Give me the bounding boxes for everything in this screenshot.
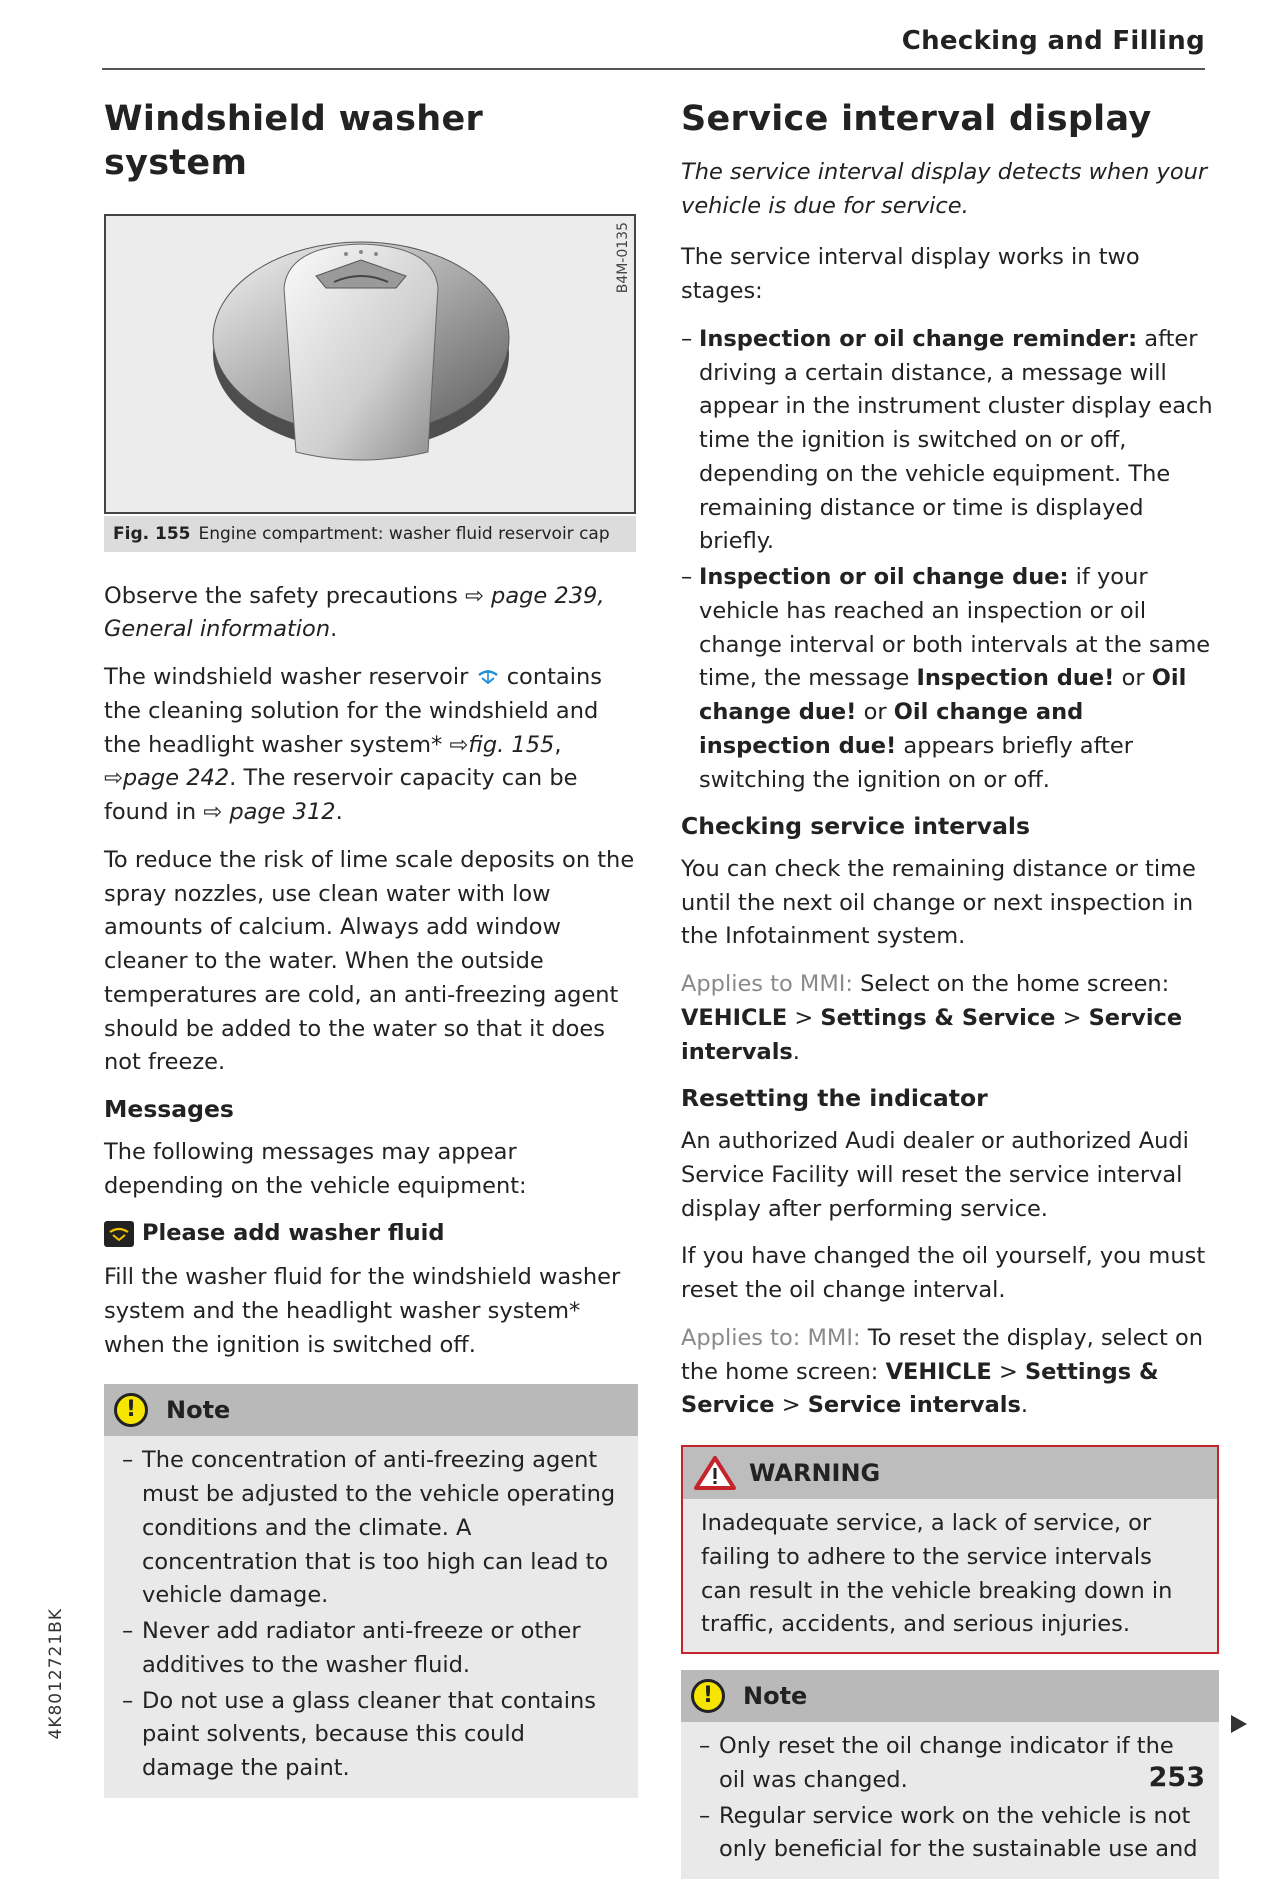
section-heading-service: Service interval display	[681, 99, 1152, 139]
paragraph-reset-self: If you have changed the oil yourself, you must reset the oil change interval.	[681, 1243, 1206, 1304]
link-page-242[interactable]: page 242	[122, 765, 230, 792]
note-item: – Never add radiator anti-freeze or other additives to the washer fluid.	[122, 1615, 620, 1683]
continue-arrow-icon	[1231, 1715, 1247, 1733]
figure-caption-text: Engine compartment: washer fluid reservoir cap	[198, 523, 610, 544]
paragraph-lime-scale: To reduce the risk of lime scale deposits on the spray nozzles, use clean water with low amounts of calcium. Always add window cleaner to the water. When the outside temperatures are cold, an anti-freezing agent should be added to the water so that it does not freeze.	[104, 846, 635, 1076]
page-number: 253	[1148, 1762, 1205, 1793]
text: To reset the display, select on the home screen:	[681, 1324, 1203, 1385]
note-title: Note	[743, 1682, 808, 1711]
figure-washer-cap	[104, 214, 636, 514]
menu-path-service-intervals: Service intervals	[807, 1392, 1021, 1419]
menu-path-settings-service: Settings & Service	[681, 1358, 1159, 1419]
heading-resetting: Resetting the indicator	[681, 1084, 988, 1113]
note-item: – Do not use a glass cleaner that contains paint solvents, because this could damage the paint.	[122, 1685, 620, 1786]
link-fig-155[interactable]: fig. 155	[468, 731, 555, 758]
note-item: – The concentration of anti-freezing agent must be adjusted to the vehicle operating conditions and the climate. A concentration that is too high can lead to vehicle damage.	[122, 1444, 620, 1613]
text: . The reservoir capacity can be found in ⇨	[104, 765, 578, 826]
text: .	[792, 1038, 800, 1065]
text: .	[330, 616, 338, 643]
left-column	[104, 98, 638, 1798]
figure-caption	[104, 516, 636, 552]
paragraph-safety	[104, 580, 638, 648]
paragraph-messages: The following messages may appear depending on the vehicle equipment:	[104, 1138, 527, 1199]
stage-text: if your vehicle has reached an inspection or oil change interval or both intervals at the same time, the message	[699, 564, 1211, 692]
note-header	[104, 1384, 638, 1436]
text: Select on the home screen:	[860, 971, 1170, 998]
warning-box	[681, 1445, 1219, 1654]
stage-title: Inspection or oil change reminder:	[699, 325, 1138, 352]
note-exclamation-icon: !	[691, 1679, 725, 1713]
header-rule	[102, 68, 1205, 70]
heading-checking-intervals: Checking service intervals	[681, 812, 1030, 841]
text: , ⇨	[104, 731, 562, 792]
warning-triangle-icon	[693, 1455, 737, 1491]
paragraph-checking: You can check the remaining distance or time until the next oil change or next inspection in the Infotainment system.	[681, 855, 1196, 950]
note-box-right	[681, 1670, 1219, 1879]
paragraph-reset-dealer: An authorized Audi dealer or authorized Audi Service Facility will reset the service interval display after performing service.	[681, 1128, 1189, 1222]
note-title: Note	[166, 1396, 231, 1425]
document-code: 4K8012721BK	[46, 1608, 66, 1740]
paragraph-two-stages: The service interval display works in two stages:	[681, 244, 1140, 304]
paragraph-applies-check	[681, 968, 1219, 1069]
warning-header	[683, 1447, 1217, 1499]
note-item-text: The concentration of anti-freezing agent must be adjusted to the vehicle operating conditions and the climate. A concentration that is too high can lead to vehicle damage.	[142, 1447, 616, 1609]
text: .	[335, 799, 343, 826]
section-title: Checking and Filling	[901, 26, 1205, 56]
path-separator: >	[1062, 1004, 1082, 1031]
stages-list	[681, 323, 1219, 798]
note-item-text: Only reset the oil change indicator if the oil was changed.	[719, 1733, 1174, 1793]
menu-path-service-intervals: Service intervals	[681, 1004, 1183, 1065]
section-heading-washer: Windshield washer system	[104, 99, 484, 183]
menu-path-vehicle: VEHICLE	[885, 1358, 992, 1385]
menu-path-vehicle: VEHICLE	[681, 1004, 788, 1031]
note-item-text: Regular service work on the vehicle is not only beneficial for the sustainable use and	[719, 1802, 1198, 1863]
text: The windshield washer reservoir	[104, 664, 469, 691]
applies-label: Applies to: MMI:	[681, 1324, 861, 1351]
stage-text: appears briefly after switching the ignition on or off.	[699, 732, 1134, 793]
intro-text: The service interval display detects when your vehicle is due for service.	[681, 158, 1208, 219]
text: or	[863, 699, 887, 725]
figure-code: B4M-0135	[615, 221, 631, 293]
text: or	[1121, 665, 1145, 692]
warning-title: WARNING	[749, 1459, 881, 1488]
note-exclamation-icon: !	[114, 1393, 148, 1427]
path-separator: >	[998, 1358, 1018, 1385]
stage-title: Inspection or oil change due:	[699, 564, 1069, 590]
note-item: – Only reset the oil change indicator if the oil was changed.	[699, 1730, 1201, 1798]
link-page-239[interactable]: page 239, General information	[104, 582, 605, 643]
message-washer-fluid	[104, 1217, 638, 1251]
note-box-left	[104, 1384, 638, 1798]
stage-text: after driving a certain distance, a message will appear in the instrument cluster display each time the ignition is switched on or off, depending on the vehicle equipment. The remaining distance or time is displayed briefly.	[699, 325, 1213, 555]
washer-cap-illustration	[106, 216, 634, 512]
text: .	[1020, 1392, 1029, 1419]
washer-warning-icon	[104, 1221, 134, 1247]
note-header	[681, 1670, 1219, 1722]
note-item-text: Do not use a glass cleaner that contains paint solvents, because this could damage the paint.	[142, 1687, 596, 1782]
text: contains the cleaning solution for the windshield and the headlight washer system* ⇨	[104, 664, 602, 758]
figure-caption-label: Fig. 155	[113, 523, 191, 544]
paragraph-applies-reset	[681, 1322, 1219, 1423]
note-body	[104, 1436, 638, 1798]
message-oil-change-due: Oil change due!	[699, 665, 1187, 725]
message-inspection-due: Inspection due!	[916, 665, 1115, 692]
menu-path-settings-service: Settings & Service	[820, 1004, 1056, 1031]
list-item: – Inspection or oil change due: if your vehicle has reached an inspection or oil change interval or both intervals at the same time, the message Inspection due! or Oil change due! or Oil change and inspection due! appears briefly after switching the ignition on or off.	[681, 564, 1211, 793]
paragraph-reservoir	[104, 661, 638, 830]
note-item: – Regular service work on the vehicle is not only beneficial for the sustainable use and	[699, 1800, 1201, 1868]
list-item: – Inspection or oil change reminder: after driving a certain distance, a message will appear in the instrument cluster display each time the ignition is switched on or off, depending on the vehicle equipment. The remaining distance or time is displayed briefly.	[681, 325, 1213, 555]
text: Observe the safety precautions ⇨	[104, 582, 484, 609]
applies-label: Applies to MMI:	[681, 971, 853, 998]
message-oil-and-inspection-due: Oil change and inspection due!	[699, 699, 1084, 759]
right-column	[681, 98, 1219, 1879]
path-separator: >	[781, 1392, 801, 1419]
note-item-text: Never add radiator anti-freeze or other additives to the washer fluid.	[142, 1618, 581, 1678]
warning-body: Inadequate service, a lack of service, or failing to adhere to the service intervals can result in the vehicle breaking down in traffic, accidents, and serious injuries.	[701, 1510, 1173, 1638]
paragraph-fill-fluid: Fill the washer fluid for the windshield washer system and the headlight washer system* when the ignition is switched off.	[104, 1264, 621, 1358]
heading-messages: Messages	[104, 1095, 234, 1124]
link-page-312[interactable]: page 312	[229, 799, 336, 826]
path-separator: >	[794, 1004, 814, 1031]
message-label: Please add washer fluid	[142, 1220, 445, 1247]
washer-fluid-icon	[476, 667, 500, 687]
note-body	[681, 1722, 1219, 1879]
